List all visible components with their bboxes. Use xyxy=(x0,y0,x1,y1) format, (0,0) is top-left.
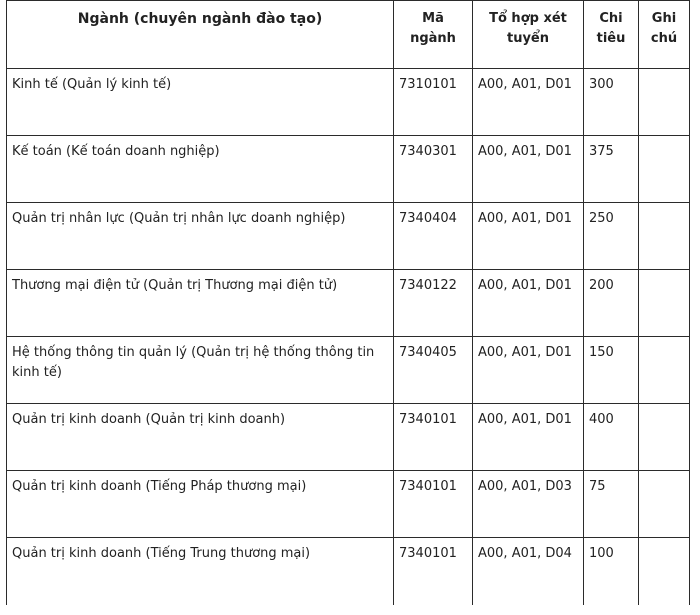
admission-table xyxy=(6,0,690,605)
table-row xyxy=(7,404,690,471)
table-row xyxy=(7,538,690,605)
table-row xyxy=(7,203,690,270)
cell-name: Quản trị kinh doanh (Quản trị kinh doanh) xyxy=(7,404,394,471)
table-row xyxy=(7,136,690,203)
header-ghi-chu: Ghi chú xyxy=(639,1,690,69)
header-chi-tieu: Chi tiêu xyxy=(584,1,639,69)
header-nganh: Ngành (chuyên ngành đào tạo) xyxy=(7,1,394,69)
cell-quota: 300 xyxy=(584,69,639,136)
table-container xyxy=(6,0,690,605)
header-ma-nganh: Mã ngành xyxy=(394,1,473,69)
header-row xyxy=(7,1,690,69)
cell-quota: 100 xyxy=(584,538,639,605)
cell-quota: 250 xyxy=(584,203,639,270)
cell-name: Hệ thống thông tin quản lý (Quản trị hệ thống thông tin kinh tế) xyxy=(7,337,394,404)
cell-combo: A00, A01, D01 xyxy=(473,404,584,471)
cell-code: 7340122 xyxy=(394,270,473,337)
cell-name: Kế toán (Kế toán doanh nghiệp) xyxy=(7,136,394,203)
cell-name: Thương mại điện tử (Quản trị Thương mại điện tử) xyxy=(7,270,394,337)
table-row xyxy=(7,471,690,538)
table-row xyxy=(7,69,690,136)
cell-note xyxy=(639,203,690,270)
cell-code: 7340404 xyxy=(394,203,473,270)
cell-note xyxy=(639,270,690,337)
cell-note xyxy=(639,69,690,136)
cell-combo: A00, A01, D01 xyxy=(473,270,584,337)
table-row xyxy=(7,337,690,404)
cell-combo: A00, A01, D01 xyxy=(473,337,584,404)
cell-note xyxy=(639,471,690,538)
cell-combo: A00, A01, D01 xyxy=(473,203,584,270)
cell-name: Quản trị nhân lực (Quản trị nhân lực doanh nghiệp) xyxy=(7,203,394,270)
cell-note xyxy=(639,337,690,404)
header-to-hop: Tổ hợp xét tuyển xyxy=(473,1,584,69)
cell-quota: 75 xyxy=(584,471,639,538)
cell-code: 7340101 xyxy=(394,471,473,538)
cell-quota: 375 xyxy=(584,136,639,203)
cell-name: Kinh tế (Quản lý kinh tế) xyxy=(7,69,394,136)
cell-combo: A00, A01, D01 xyxy=(473,69,584,136)
cell-note xyxy=(639,404,690,471)
table-row xyxy=(7,270,690,337)
cell-combo: A00, A01, D01 xyxy=(473,136,584,203)
cell-quota: 400 xyxy=(584,404,639,471)
cell-quota: 200 xyxy=(584,270,639,337)
cell-combo: A00, A01, D04 xyxy=(473,538,584,605)
cell-code: 7340301 xyxy=(394,136,473,203)
cell-code: 7340101 xyxy=(394,404,473,471)
cell-note xyxy=(639,136,690,203)
cell-code: 7340101 xyxy=(394,538,473,605)
cell-code: 7310101 xyxy=(394,69,473,136)
cell-name: Quản trị kinh doanh (Tiếng Trung thương mại) xyxy=(7,538,394,605)
cell-code: 7340405 xyxy=(394,337,473,404)
cell-note xyxy=(639,538,690,605)
cell-name: Quản trị kinh doanh (Tiếng Pháp thương mại) xyxy=(7,471,394,538)
cell-quota: 150 xyxy=(584,337,639,404)
cell-combo: A00, A01, D03 xyxy=(473,471,584,538)
